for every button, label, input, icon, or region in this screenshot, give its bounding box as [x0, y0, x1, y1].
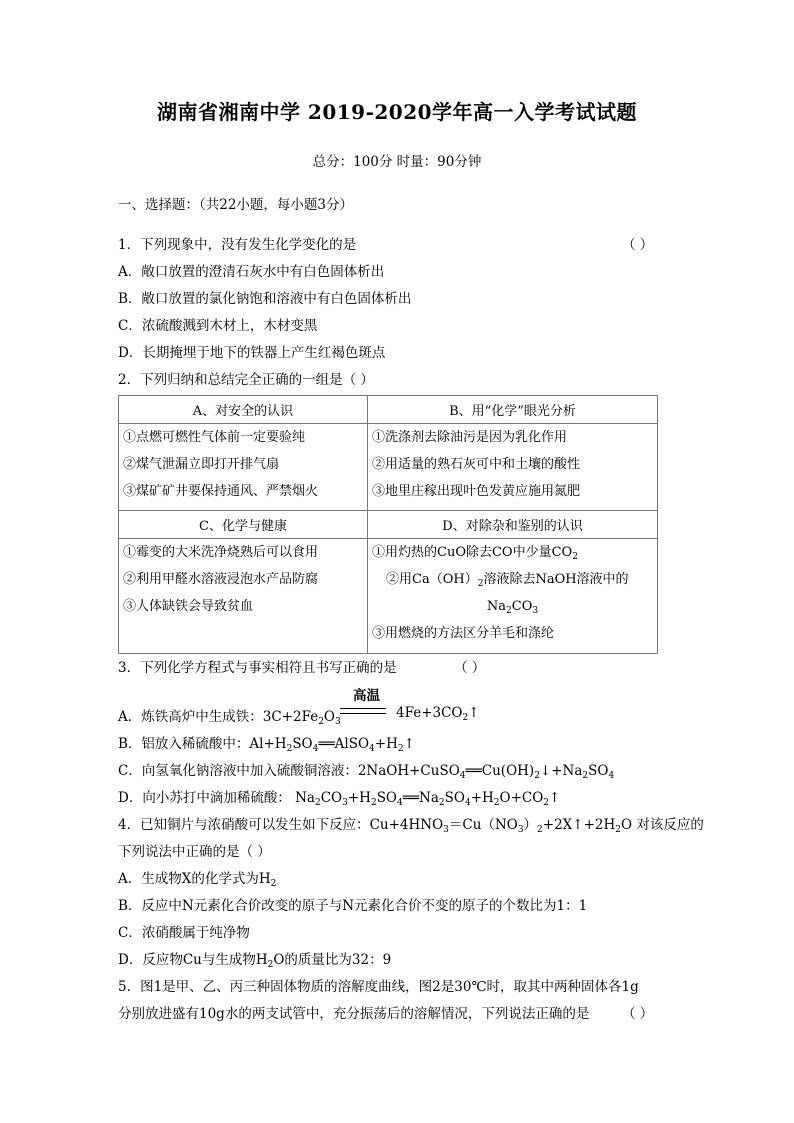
table-cell-a: [119, 424, 368, 511]
table-cell-c: [119, 538, 368, 653]
q3-option-b: B．铝放入稀硫酸中：$Al+H_2SO_4══AlSO_4+H_2↑$: [118, 736, 415, 754]
question-5-stem: 5．图1是甲、乙、丙三种固体物质的溶解度曲线，图2是30℃时，取其中两种固体各1g: [118, 979, 639, 995]
table-cell-line: ②用适量的熟石灰可中和土壤的酸性: [372, 457, 581, 472]
reaction-condition: 高温: [353, 688, 380, 704]
q4-option-b: B．反应中N元素化合价改变的原子与N元素化合价不变的原子的个数比为1：1: [118, 898, 588, 914]
question-4-stem-line2: 下列说法中正确的是（ ）: [118, 844, 271, 860]
question-2-stem: 2．下列归纳和总结完全正确的一组是（ ）: [118, 372, 374, 388]
question-5-stem-line2: 分别放进盛有10g水的两支试管中，充分振荡后的溶解情况，下列说法正确的是: [118, 1006, 590, 1022]
answer-blank: （ ）: [622, 237, 654, 253]
answer-blank: （ ）: [454, 660, 486, 676]
table-cell-line: ③地里庄稼出现叶色发黄应施用氮肥: [372, 484, 581, 499]
table-cell-line: ③用燃烧的方法区分羊毛和涤纶: [372, 625, 555, 641]
q1-option-a: A．敞口放置的澄清石灰水中有白色固体析出: [118, 264, 385, 280]
q1-option-b: B．敞口放置的氯化钠饱和溶液中有白色固体析出: [118, 291, 412, 307]
summary-table: [118, 395, 658, 654]
table-cell-b: [368, 424, 658, 511]
table-cell-line: ②煤气泄漏立即打开排气扇: [123, 457, 280, 472]
question-4-stem: 4．已知铜片与浓硝酸可以发生如下反应：$Cu+4HNO_3=Cu(NO_3)_2+2X↑+2H_2O$ 对该反应的: [118, 817, 704, 835]
table-cell-line: ①点燃可燃性气体前一定要验纯: [123, 430, 306, 445]
table-cell-line: ③煤矿矿井要保持通风、严禁烟火: [123, 484, 319, 499]
question-1-stem: 1．下列现象中，没有发生化学变化的是: [118, 237, 357, 253]
table-cell-line: ②用$Ca(OH)_2$溶液除去NaOH溶液中的: [386, 571, 629, 589]
table-cell-line: $Na_2CO_3$: [486, 598, 539, 616]
table-cell-d: [368, 538, 658, 653]
table-head-d: D、对除杂和鉴别的认识: [368, 510, 658, 538]
table-cell-line: ③人体缺铁会导致贫血: [123, 598, 254, 614]
table-cell-line: ①洗涤剂去除油污是因为乳化作用: [372, 430, 568, 445]
equals-sign: [340, 708, 386, 714]
table-cell-line: ②利用甲醛水溶液浸泡水产品防腐: [123, 571, 319, 587]
page-title: 湖南省湘南中学 2019-2020学年高一入学考试试题: [156, 100, 638, 124]
table-cell-line: ①霉变的大米洗净烧熟后可以食用: [123, 544, 319, 560]
q3-option-d: D．向小苏打中滴加稀硫酸： $Na_2CO_3+H_2SO_4══Na_2SO_4+H_2O+CO_2↑$: [118, 790, 561, 808]
q4-option-a: A．生成物X的化学式为$H_2$: [118, 871, 277, 889]
q3-option-a: A．炼铁高炉中生成铁：$3C+2Fe_2O_3$: [118, 709, 341, 727]
score-time-info: 总分：100分 时量：90分钟: [312, 154, 482, 170]
section-heading: 一、选择题：（共22小题，每小题3分）: [118, 197, 354, 213]
q1-option-c: C．浓硫酸溅到木材上，木材变黑: [118, 318, 318, 334]
table-head-c: C、化学与健康: [119, 510, 368, 538]
answer-blank: （ ）: [622, 1006, 654, 1022]
table-head-a: A、对安全的认识: [119, 396, 368, 424]
table-head-b: B、用“化学”眼光分析: [368, 396, 658, 424]
table-cell-line: ①用灼热的CuO除去CO中少量$CO_2$: [372, 544, 578, 562]
q4-option-c: C．浓硝酸属于纯净物: [118, 925, 250, 941]
q3-option-c: C．向氢氧化钠溶液中加入硫酸铜溶液：$2NaOH+CuSO_4══Cu(OH)_2↓+Na_2SO_4$: [118, 763, 615, 781]
q1-option-d: D．长期掩埋于地下的铁器上产生红褐色斑点: [118, 345, 386, 361]
question-3-stem: 3．下列化学方程式与事实相符且书写正确的是: [118, 660, 397, 676]
q3-option-a-product: $4Fe+3CO_2↑$: [396, 705, 480, 723]
q4-option-d: D．反应物Cu与生成物$H_2O$的质量比为32：9: [118, 952, 392, 970]
